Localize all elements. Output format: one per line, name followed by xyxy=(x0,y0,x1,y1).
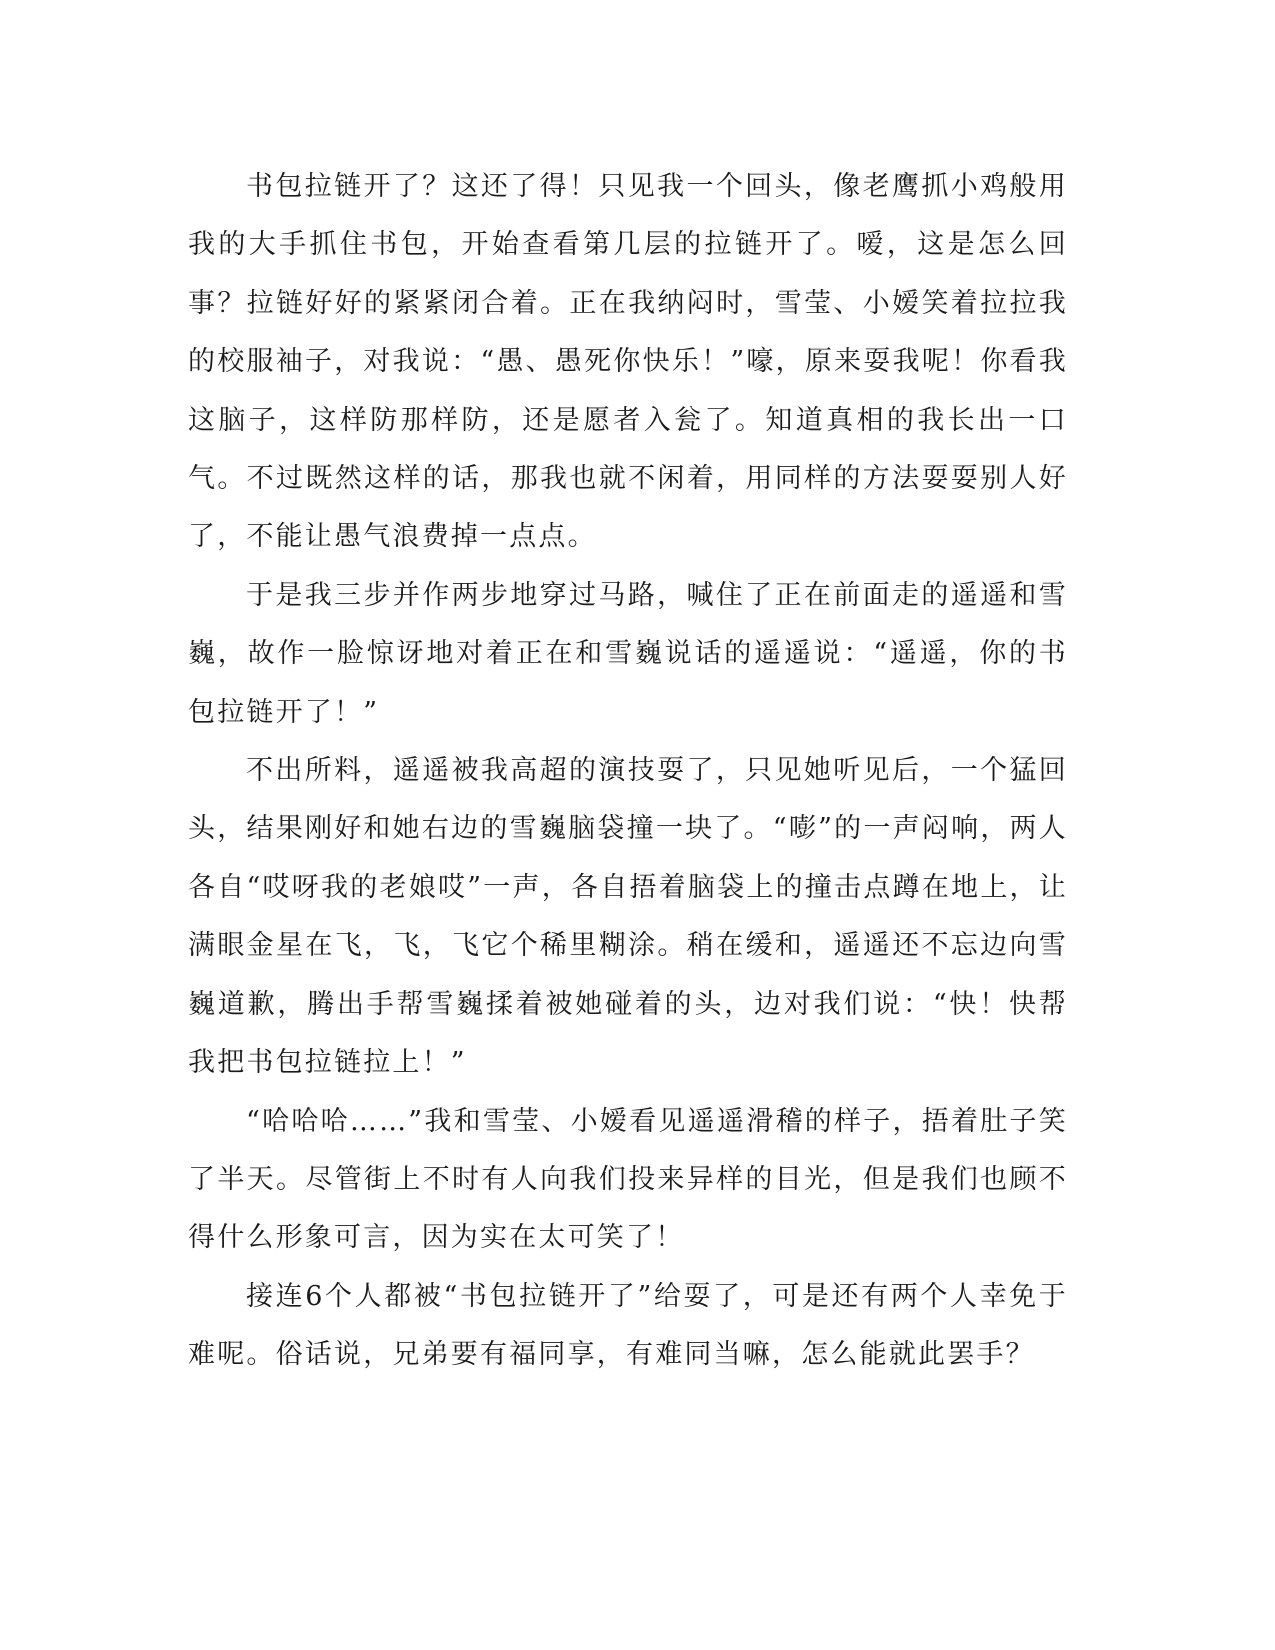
paragraph-2: 于是我三步并作两步地穿过马路，喊住了正在前面走的遥遥和雪巍，故作一脸惊讶地对着正在和雪巍说话的遥遥说：“遥遥，你的书包拉链开了！” xyxy=(188,579,1068,728)
paragraph-3: 不出所料，遥遥被我高超的演技耍了，只见她听见后，一个猛回头，结果刚好和她右边的雪巍脑袋撞一块了。“嘭”的一声闷响，两人各自“哎呀我的老娘哎”一声，各自捂着脑袋上的撞击点蹲在地上，让满眼金星在飞，飞，飞它个稀里糊涂。稍在缓和，遥遥还不忘边向雪巍道歉，腾出手帮雪巍揉着被她碰着的头，边对我们说：“快！快帮我把书包拉链拉上！” xyxy=(188,755,1068,1079)
document-body xyxy=(188,158,1068,1385)
paragraph-5: 接连6个人都被“书包拉链开了”给耍了，可是还有两个人幸免于难呢。俗话说，兄弟要有福同享，有难同当嘛，怎么能就此罢手？ xyxy=(188,1280,1068,1371)
paragraph-4: “哈哈哈……”我和雪莹、小嫒看见遥遥滑稽的样子，捂着肚子笑了半天。尽管街上不时有人向我们投来异样的目光，但是我们也顾不得什么形象可言，因为实在太可笑了！ xyxy=(188,1105,1068,1254)
paragraph-1: 书包拉链开了？这还了得！只见我一个回头，像老鹰抓小鸡般用我的大手抓住书包，开始查看第几层的拉链开了。嗳，这是怎么回事？拉链好好的紧紧闭合着。正在我纳闷时，雪莹、小嫒笑着拉拉我的校服袖子，对我说：“愚、愚死你快乐！”嚎，原来耍我呢！你看我这脑子，这样防那样防，还是愿者入瓮了。知道真相的我长出一口气。不过既然这样的话，那我也就不闲着，用同样的方法耍耍别人好了，不能让愚气浪费掉一点点。 xyxy=(188,171,1068,553)
